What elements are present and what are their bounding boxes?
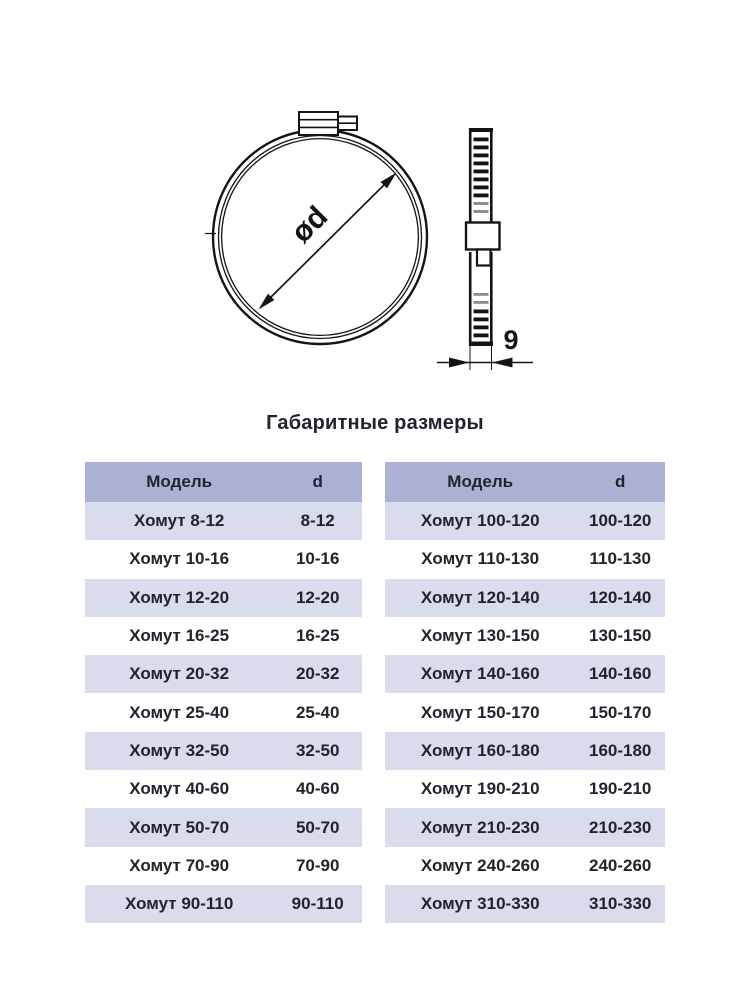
- model-cell: Хомут 130-150: [420, 626, 540, 646]
- d-cell: 32-50: [295, 740, 340, 760]
- diameter-label: ød: [285, 200, 335, 250]
- d-cell: 10-16: [295, 549, 340, 569]
- table-row: [385, 693, 665, 731]
- model-cell: Хомут 310-330: [420, 894, 540, 914]
- d-cell: 90-110: [291, 894, 344, 914]
- model-cell: Хомут 40-60: [129, 779, 230, 799]
- model-cell: Хомут 12-20: [129, 587, 230, 607]
- d-cell: 150-170: [589, 702, 652, 722]
- diameter-dimension-arrow: [259, 173, 397, 310]
- table-row: [385, 808, 665, 846]
- page-title: Габаритные размеры: [266, 412, 484, 434]
- table-row: [385, 655, 665, 693]
- table-row: [85, 502, 362, 540]
- d-cell: 50-70: [295, 817, 340, 837]
- d-cell: 110-130: [589, 549, 651, 569]
- d-cell: 310-330: [589, 894, 652, 914]
- model-cell: Хомут 210-230: [420, 817, 540, 837]
- model-cell: Хомут 10-16: [129, 549, 230, 569]
- model-cell: Хомут 70-90: [129, 855, 230, 875]
- model-cell: Хомут 16-25: [129, 626, 230, 646]
- clamp-front-view: [205, 112, 427, 344]
- column-header-model: Модель: [146, 472, 213, 491]
- table-row: [85, 655, 362, 693]
- table-row: [85, 617, 362, 655]
- model-cell: Хомут 50-70: [129, 817, 230, 837]
- column-header-model: Модель: [447, 472, 514, 491]
- table-row: [385, 732, 665, 770]
- d-cell: 120-140: [589, 587, 652, 607]
- screw-housing: [299, 112, 357, 135]
- model-cell: Хомут 140-160: [420, 664, 540, 684]
- table-row: [85, 847, 362, 885]
- table-row: [385, 579, 665, 617]
- model-cell: Хомут 120-140: [420, 587, 540, 607]
- clamp-side-view: [437, 128, 533, 370]
- table-row: [385, 847, 665, 885]
- d-cell: 70-90: [295, 855, 340, 875]
- table-row: [85, 885, 362, 923]
- d-cell: 8-12: [300, 511, 335, 531]
- clamp-technical-drawing: [0, 0, 750, 400]
- side-view-screw-tail: [477, 250, 491, 266]
- d-cell: 100-120: [589, 511, 652, 531]
- model-cell: Хомут 90-110: [125, 894, 234, 914]
- table-row: [85, 579, 362, 617]
- table-header: [385, 462, 665, 502]
- d-cell: 210-230: [589, 817, 652, 837]
- column-header-d: d: [615, 472, 626, 491]
- model-cell: Хомут 150-170: [420, 702, 540, 722]
- spec-table-left: [85, 462, 362, 923]
- table-row: [85, 540, 362, 578]
- d-cell: 40-60: [295, 779, 340, 799]
- model-cell: Хомут 8-12: [133, 511, 225, 531]
- model-cell: Хомут 32-50: [129, 740, 230, 760]
- column-header-d: d: [312, 472, 323, 491]
- model-cell: Хомут 110-130: [421, 549, 540, 569]
- table-row: [385, 540, 665, 578]
- d-cell: 190-210: [589, 779, 652, 799]
- d-cell: 240-260: [589, 855, 652, 875]
- d-cell: 130-150: [589, 626, 652, 646]
- table-row: [85, 770, 362, 808]
- d-cell: 20-32: [295, 664, 340, 684]
- model-cell: Хомут 190-210: [420, 779, 540, 799]
- band-perforations-lower: [469, 293, 493, 346]
- model-cell: Хомут 20-32: [129, 664, 230, 684]
- model-cell: Хомут 160-180: [420, 740, 540, 760]
- table-row: [85, 732, 362, 770]
- d-cell: 160-180: [589, 740, 652, 760]
- band-width-dimension: [437, 325, 533, 370]
- table-row: [385, 885, 665, 923]
- table-row: [85, 808, 362, 846]
- table-row: [85, 693, 362, 731]
- side-view-housing: [466, 223, 500, 250]
- d-cell: 12-20: [295, 587, 340, 607]
- table-row: [385, 617, 665, 655]
- table-row: [385, 502, 665, 540]
- model-cell: Хомут 100-120: [420, 511, 540, 531]
- band-width-label: 9: [503, 325, 519, 355]
- table-header: [85, 462, 362, 502]
- d-cell: 25-40: [295, 702, 340, 722]
- d-cell: 140-160: [589, 664, 652, 684]
- d-cell: 16-25: [295, 626, 340, 646]
- band-perforations-upper: [469, 128, 493, 213]
- table-row: [385, 770, 665, 808]
- spec-table-right: [385, 462, 665, 923]
- model-cell: Хомут 240-260: [420, 855, 540, 875]
- model-cell: Хомут 25-40: [129, 702, 230, 722]
